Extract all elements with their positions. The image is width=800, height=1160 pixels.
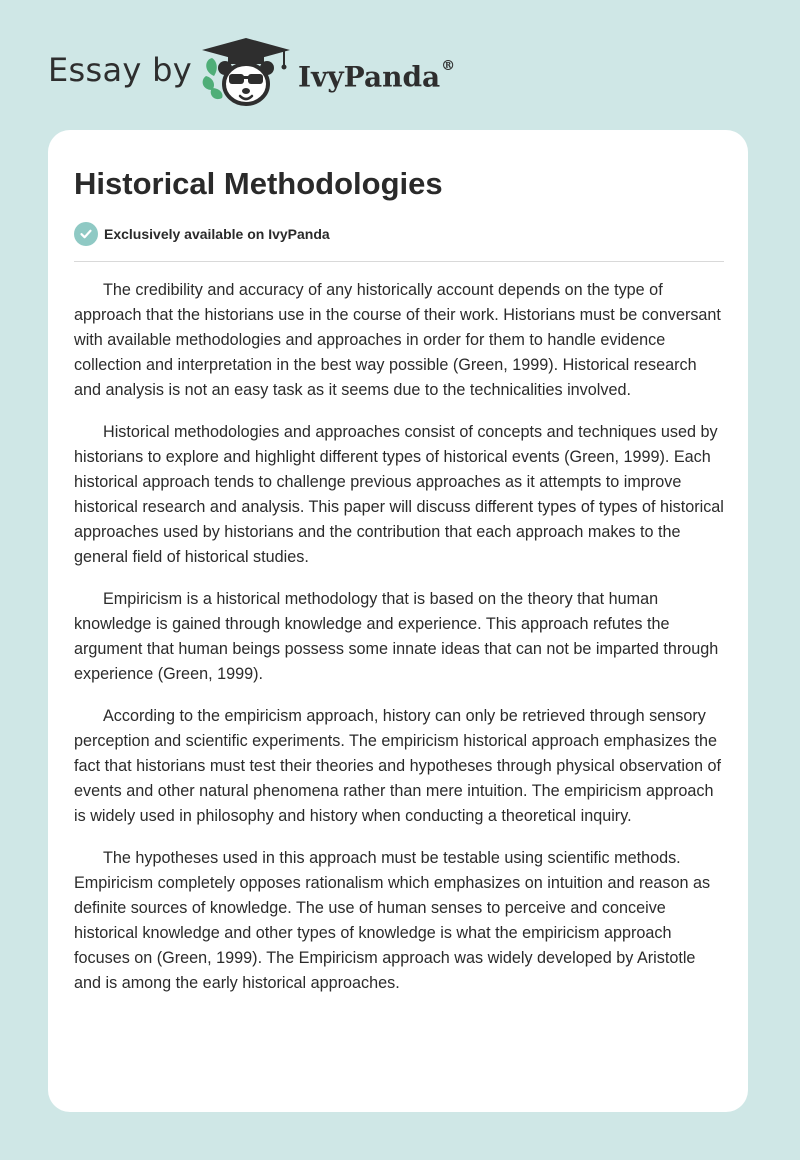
check-circle-icon	[74, 222, 98, 246]
essay-by-label: Essay by	[48, 51, 192, 89]
panda-graduate-icon[interactable]	[200, 36, 294, 108]
paragraph: According to the empiricism approach, history can only be retrieved through sensory perception and scientific experiments. The empiricism historical approach emphasizes the fact that historians must test their theories and hypotheses through physical observation of events and other natural phenomena rather than mere intuition. The empiricism approach is widely used in philosophy and history when conducting a theoretical inquiry.	[74, 707, 721, 825]
divider	[74, 261, 724, 262]
paragraph: The hypotheses used in this approach must be testable using scientific methods. Empiricism completely opposes rationalism which emphasizes on intuition and reason as definite sources of knowledge. The use of human senses to perceive and conceive historical knowledge and other types of knowledge is what the empiricism approach focuses on (Green, 1999). The Empiricism approach was widely developed by Aristotle and is among the early historical approaches.	[74, 849, 711, 992]
trademark-symbol: ®	[441, 58, 456, 74]
brand-text: IvyPanda	[298, 60, 441, 94]
essay-card	[48, 130, 748, 1112]
paragraph: Historical methodologies and approaches consist of concepts and techniques used by historians to explore and highlight different types of historical events (Green, 1999). Each historical approach tends to challenge previous approaches as it attempts to improve historical research and analysis. This paper will discuss different types of types of historical approaches used by historians and the contribution that each approach makes to the general field of historical studies.	[74, 423, 724, 566]
exclusive-badge	[74, 222, 330, 246]
exclusive-badge-label: Exclusively available on IvyPanda	[104, 226, 330, 242]
paragraph: The credibility and accuracy of any historically account depends on the type of approach that the historians use in the course of their work. Historians must be conversant with available methodologies and approaches in order for them to handle evidence collection and interpretation in the best way possible (Green, 1999). Historical research and analysis is not an easy task as it seems due to the technicalities involved.	[74, 281, 721, 399]
page-title: Historical Methodologies	[74, 166, 443, 201]
brand-name[interactable]	[298, 52, 455, 97]
paragraph: Empiricism is a historical methodology that is based on the theory that human knowledge is gained through knowledge and experience. This approach refutes the argument that human beings possess some innate ideas that can not be imparted through experience (Green, 1999).	[74, 590, 719, 683]
essay-body	[74, 278, 724, 1013]
site-header	[0, 0, 800, 120]
